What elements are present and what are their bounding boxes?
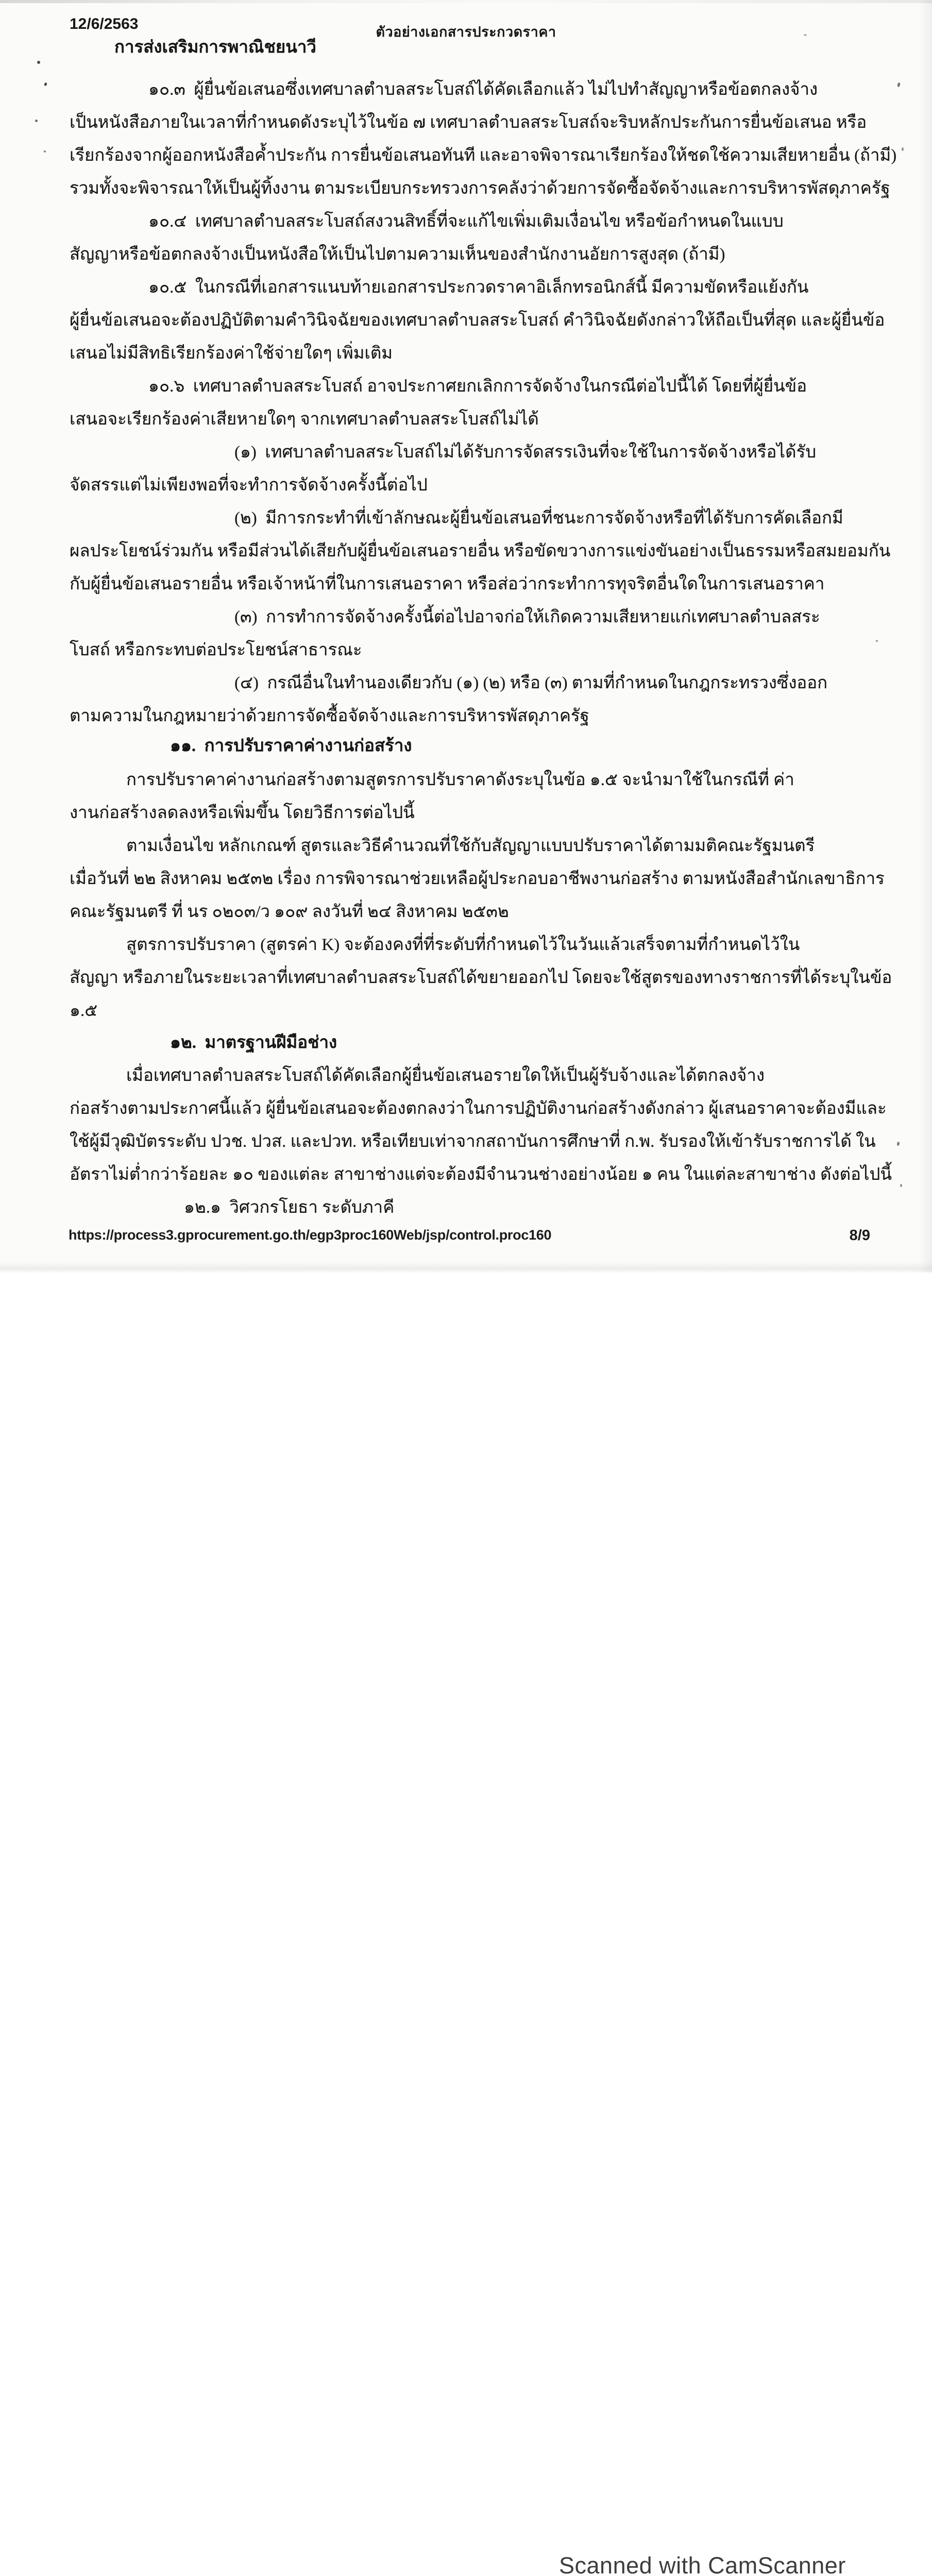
- text-line: ก่อสร้างตามประกาศนี้แล้ว ผู้ยื่นข้อเสนอจะต้องตกลงว่าในการปฏิบัติงานก่อสร้างดังกล่าว ผู้เสนอราคาจะต้องมีและ: [70, 1099, 887, 1118]
- text-line: ๑๒.๑ วิศวกรโยธา ระดับภาคี: [184, 1198, 395, 1217]
- text-line: ตามความในกฎหมายว่าด้วยการจัดซื้อจัดจ้างและการบริหารพัสดุภาครัฐ: [70, 707, 589, 725]
- text-line: เป็นหนังสือภายในเวลาที่กำหนดดังระบุไว้ในข้อ ๗ เทศบาลตำบลสระโบสถ์จะริบหลักประกันการยื่นข้อเสนอ หรือ: [70, 113, 867, 132]
- text-line: ๑๒. มาตรฐานฝีมือช่าง: [170, 1033, 337, 1052]
- text-line: ใช้ผู้มีวุฒิบัตรระดับ ปวช. ปวส. และปวท. หรือเทียบเท่าจากสถาบันการศึกษาที่ ก.พ. รับรองให้เข้ารับราชการได้ ใน: [70, 1132, 876, 1151]
- scan-speck: [37, 61, 40, 64]
- text-line: ผลประโยชน์ร่วมกัน หรือมีส่วนได้เสียกับผู้ยื่นข้อเสนอรายอื่น หรือขัดขวางการแข่งขันอย่างเป็นธรรมหรือสมยอมกัน: [70, 542, 891, 561]
- text-line: ผู้ยื่นข้อเสนอจะต้องปฏิบัติตามคำวินิจฉัยของเทศบาลตำบลสระโบสถ์ คำวินิจฉัยดังกล่าวให้ถือเป็นที่สุด และผู้ยื่นข้อ: [70, 311, 885, 330]
- text-line: กับผู้ยื่นข้อเสนอรายอื่น หรือเจ้าหน้าที่ในการเสนอราคา หรือส่อว่ากระทำการทุจริตอื่นใดในการเสนอราคา: [70, 575, 825, 594]
- text-line: ๑๐.๕ ในกรณีที่เอกสารแนบท้ายเอกสารประกวดราคาอิเล็กทรอนิกส์นี้ มีความขัดหรือแย้งกัน: [148, 278, 809, 297]
- document-page: [0, 0, 932, 1273]
- text-line: โบสถ์ หรือกระทบต่อประโยชน์สาธารณะ: [70, 641, 362, 659]
- text-line: เมื่อวันที่ ๒๒ สิงหาคม ๒๕๓๒ เรื่อง การพิจารณาช่วยเหลือผู้ประกอบอาชีพงานก่อสร้าง ตามหนังสือสำนักเลขาธิการ: [70, 870, 885, 888]
- text-line: ตามเงื่อนไข หลักเกณฑ์ สูตรและวิธีคำนวณที่ใช้กับสัญญาแบบปรับราคาได้ตามมติคณะรัฐมนตรี: [126, 837, 815, 855]
- text-line: (๓) การทำการจัดจ้างครั้งนี้ต่อไปอาจก่อให้เกิดความเสียหายแก่เทศบาลตำบลสระ: [234, 608, 820, 626]
- text-line: การส่งเสริมการพาณิชยนาวี: [114, 38, 316, 57]
- text-line: จัดสรรแต่ไม่เพียงพอที่จะทำการจัดจ้างครั้งนี้ต่อไป: [70, 476, 428, 495]
- scan-speck: [876, 640, 878, 642]
- document-lines: [0, 0, 932, 1273]
- text-line: (๑) เทศบาลตำบลสระโบสถ์ไม่ได้รับการจัดสรรเงินที่จะใช้ในการจัดจ้างหรือได้รับ: [234, 443, 817, 462]
- footer-page-number: 8/9: [849, 1227, 870, 1244]
- scan-speck: [900, 1184, 902, 1187]
- text-line: ๑.๕: [70, 1002, 98, 1020]
- text-line: รวมทั้งจะพิจารณาให้เป็นผู้ทิ้งงาน ตามระเบียบกระทรวงการคลังว่าด้วยการจัดซื้อจัดจ้างและการบริหารพัสดุภาครัฐ: [70, 179, 890, 198]
- text-line: อัตราไม่ต่ำกว่าร้อยละ ๑๐ ของแต่ละ สาขาช่างแต่จะต้องมีจำนวนช่างอย่างน้อย ๑ คน ในแต่ละสาขาช่าง ดังต่อไปนี้: [70, 1165, 892, 1184]
- text-line: เรียกร้องจากผู้ออกหนังสือค้ำประกัน การยื่นข้อเสนอทันที และอาจพิจารณาเรียกร้องให้ชดใช้ความเสียหายอื่น (ถ้ามี): [70, 146, 897, 165]
- text-line: ๑๐.๓ ผู้ยื่นข้อเสนอซึ่งเทศบาลตำบลสระโบสถ์ได้คัดเลือกแล้ว ไม่ไปทำสัญญาหรือข้อตกลงจ้าง: [148, 80, 818, 99]
- scan-speck: [804, 34, 807, 36]
- scan-speck: [35, 120, 38, 122]
- text-line: ๑๐.๖ เทศบาลตำบลสระโบสถ์ อาจประกาศยกเลิกการจัดจ้างในกรณีต่อไปนี้ได้ โดยที่ผู้ยื่นข้อ: [148, 377, 807, 396]
- text-line: สูตรการปรับราคา (สูตรค่า K) จะต้องคงที่ที่ระดับที่กำหนดไว้ในวันแล้วเสร็จตามที่กำหนดไว้ใน: [126, 936, 800, 954]
- text-line: (๒) มีการกระทำที่เข้าลักษณะผู้ยื่นข้อเสนอที่ชนะการจัดจ้างหรือที่ได้รับการคัดเลือกมี: [234, 509, 843, 528]
- camscanner-band: [0, 1273, 932, 2576]
- text-line: (๔) กรณีอื่นในทำนองเดียวกับ (๑) (๒) หรือ (๓) ตามที่กำหนดในกฎกระทรวงซึ่งออก: [234, 674, 828, 692]
- text-line: เมื่อเทศบาลตำบลสระโบสถ์ได้คัดเลือกผู้ยื่นข้อเสนอรายใดให้เป็นผู้รับจ้างและได้ตกลงจ้าง: [126, 1066, 765, 1085]
- text-line: คณะรัฐมนตรี ที่ นร ๐๒๐๓/ว ๑๐๙ ลงวันที่ ๒๔ สิงหาคม ๒๕๓๒: [70, 903, 509, 921]
- footer-url: https://process3.gprocurement.go.th/egp3proc160Web/jsp/control.proc160: [69, 1227, 552, 1243]
- text-line: เสนอจะเรียกร้องค่าเสียหายใดๆ จากเทศบาลตำบลสระโบสถ์ไม่ได้: [70, 410, 539, 429]
- scan-speck: [44, 150, 46, 152]
- text-line: สัญญา หรือภายในระยะเวลาที่เทศบาลตำบลสระโบสถ์ได้ขยายออกไป โดยจะใช้สูตรของทางราชการที่ได้ระบุในข้อ: [70, 969, 892, 987]
- text-line: ๑๐.๔ เทศบาลตำบลสระโบสถ์สงวนสิทธิ์ที่จะแก้ไขเพิ่มเติมเงื่อนไข หรือข้อกำหนดในแบบ: [148, 212, 784, 231]
- text-line: การปรับราคาค่างานก่อสร้างตามสูตรการปรับราคาดังระบุในข้อ ๑.๕ จะนำมาใช้ในกรณีที่ ค่า: [126, 771, 794, 789]
- camscanner-watermark: Scanned with CamScanner: [559, 2552, 846, 2576]
- text-line: ๑๑. การปรับราคาค่างานก่อสร้าง: [170, 737, 412, 755]
- scan-speck: [902, 147, 904, 151]
- text-line: เสนอไม่มีสิทธิเรียกร้องค่าใช้จ่ายใดๆ เพิ่มเติม: [70, 344, 393, 363]
- text-line: งานก่อสร้างลดลงหรือเพิ่มขึ้น โดยวิธีการต่อไปนี้: [70, 804, 415, 822]
- header-date: 12/6/2563: [70, 15, 139, 32]
- header-document-title: ตัวอย่างเอกสารประกวดราคา: [376, 24, 556, 40]
- text-line: สัญญาหรือข้อตกลงจ้างเป็นหนังสือให้เป็นไปตามความเห็นของสำนักงานอัยการสูงสุด (ถ้ามี): [70, 245, 725, 264]
